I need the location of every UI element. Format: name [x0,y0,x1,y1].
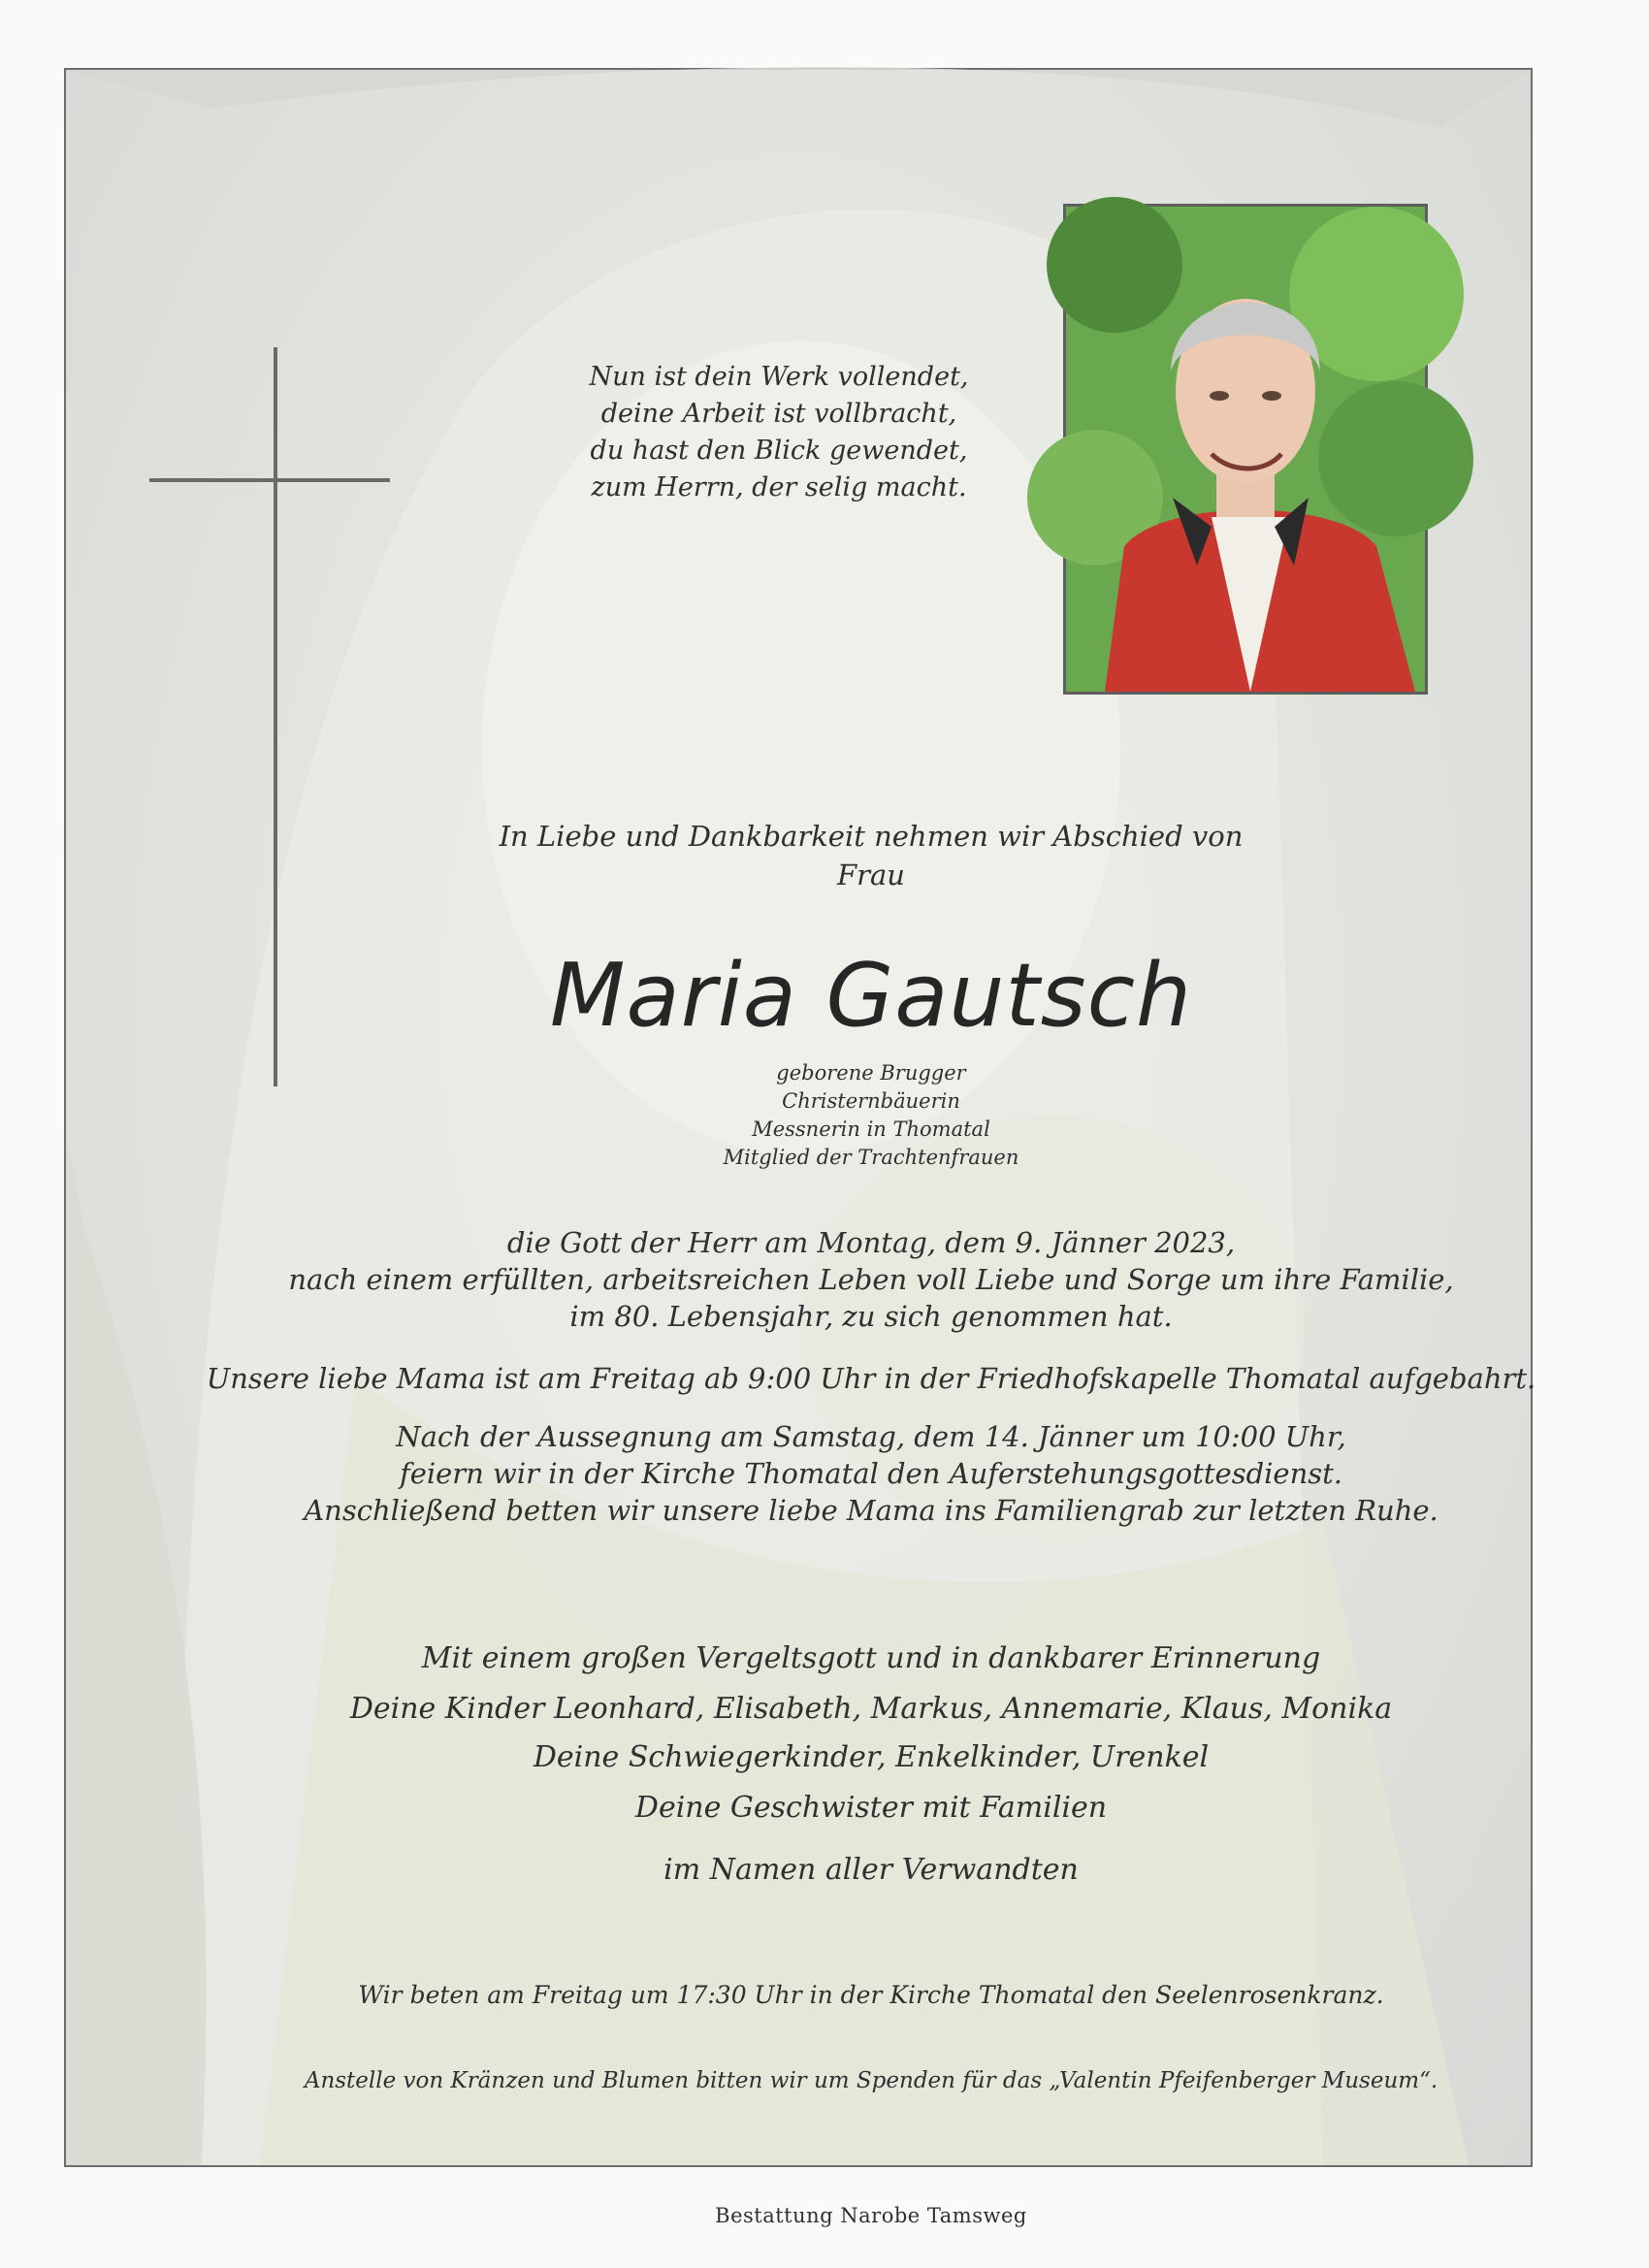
body-line: feiern wir in der Kirche Thomatal den Auferstehungsgottesdienst. [399,1457,1343,1490]
poem-line: deine Arbeit ist vollbracht, [600,399,957,429]
poem-line: du hast den Blick gewendet, [590,436,968,466]
mourners-relatives: im Namen aller Verwandten [663,1853,1079,1887]
cross-vertical-bar [274,347,277,1086]
obituary-card [64,68,1536,2227]
portrait-photo [1063,204,1428,695]
poem-line: Nun ist dein Werk vollendet, [589,362,969,392]
death-announcement [124,1224,1618,1335]
body-line: nach einem erfüllten, arbeitsreichen Leben voll Liebe und Sorge um ihre Familie, [288,1263,1454,1296]
mourners-children: Deine Kinder Leonhard, Elisabeth, Markus, Annemarie, Klaus, Monika [349,1692,1393,1726]
body-line: im 80. Lebensjahr, zu sich genommen hat. [569,1300,1173,1333]
viewing-notice: Unsere liebe Mama ist am Freitag ab 9:00 Uhr in der Friedhofskapelle Thomatal aufgebahrt. [206,1362,1536,1395]
memorial-poem [473,359,1084,506]
farewell-intro [338,817,1405,894]
body-line: Nach der Aussegnung am Samstag, dem 14. Jänner um 10:00 Uhr, [396,1420,1346,1453]
role-line: Mitglied der Trachtenfrauen [723,1146,1019,1169]
intro-line: Frau [837,859,905,891]
rosary-notice: Wir beten am Freitag um 17:30 Uhr in der Kirche Thomatal den Seelenrosenkranz. [358,1981,1384,2009]
mourners-siblings: Deine Geschwister mit Familien [634,1791,1108,1825]
donation-notice: Anstelle von Kränzen und Blumen bitten wir um Spenden für das „Valentin Pfeifenberger Museum“. [304,2068,1439,2093]
funeral-notice [124,1418,1618,1529]
undertaker-credit: Bestattung Narobe Tamsweg [715,2204,1027,2227]
deceased-details [551,1059,1191,1172]
deceased-name: Maria Gautsch [549,945,1193,1047]
body-line: die Gott der Herr am Montag, dem 9. Jänner 2023, [506,1226,1236,1259]
cross-horizontal-bar [149,478,390,482]
thanks-line: Mit einem großen Vergeltsgott und in dankbarer Erinnerung [421,1641,1321,1675]
intro-line: In Liebe und Dankbarkeit nehmen wir Abschied von [499,820,1244,853]
role-line: Messnerin in Thomatal [752,1118,990,1141]
portrait-illustration [1066,207,1425,692]
role-line: Christernbäuerin [782,1089,960,1113]
body-line: Anschließend betten wir unsere liebe Mama ins Familiengrab zur letzten Ruhe. [304,1494,1439,1527]
mourners-in-laws: Deine Schwiegerkinder, Enkelkinder, Urenkel [533,1740,1210,1774]
poem-line: zum Herrn, der selig macht. [591,472,967,502]
maiden-name: geborene Brugger [776,1061,966,1085]
